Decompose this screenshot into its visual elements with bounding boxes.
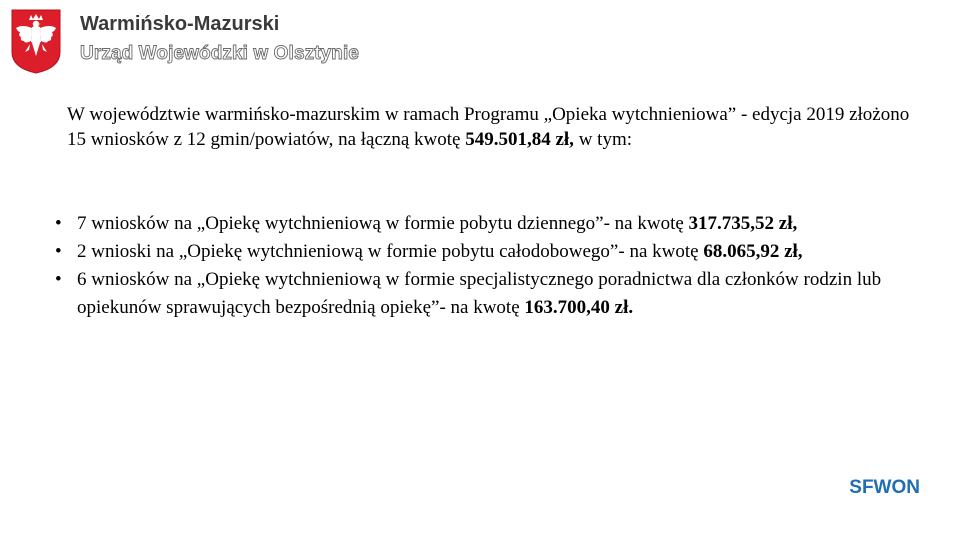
bullet-text: 7 wniosków na „Opiekę wytchnieniową w formie pobytu dziennego”- na kwotę [77, 213, 689, 234]
bullet-amount: 163.700,40 zł. [524, 297, 634, 318]
bullet-text: 2 wnioski na „Opiekę wytchnieniową w formie pobytu całodobowego”- na kwotę [77, 241, 704, 262]
header-logo [10, 8, 360, 78]
logo-title: Warmińsko-Mazurski [80, 13, 280, 35]
bullet-text: 6 wniosków na „Opiekę wytchnieniową w formie specjalistycznego poradnictwa dla członków rodzin lub opiekunów sprawujących bezpośrednią opiekę”- na kwotę [77, 269, 882, 318]
list-item [48, 266, 918, 322]
bullet-amount: 68.065,92 zł, [703, 241, 803, 262]
bullet-icon: • [55, 241, 62, 262]
intro-amount: 549.501,84 zł, [465, 129, 574, 150]
bullet-icon: • [55, 213, 62, 234]
bullet-amount: 317.735,52 zł, [688, 213, 798, 234]
bullet-icon: • [55, 269, 62, 290]
intro-text: W województwie warmińsko-mazurskim w ramach Programu „Opieka wytchnieniowa” - edycja 2019 złożono 15 wniosków z 12 gmin/powiatów, na łączną kwotę [67, 104, 910, 150]
intro-paragraph [67, 102, 917, 152]
white-eagle-emblem-icon [10, 8, 62, 74]
bullet-list [48, 210, 918, 322]
footer-mark: SFWON [849, 477, 920, 498]
intro-suffix: w tym: [573, 129, 632, 150]
logo-subtitle: Urząd Wojewódzki w Olsztynie [80, 43, 360, 64]
list-item [48, 238, 918, 266]
list-item [48, 210, 918, 238]
